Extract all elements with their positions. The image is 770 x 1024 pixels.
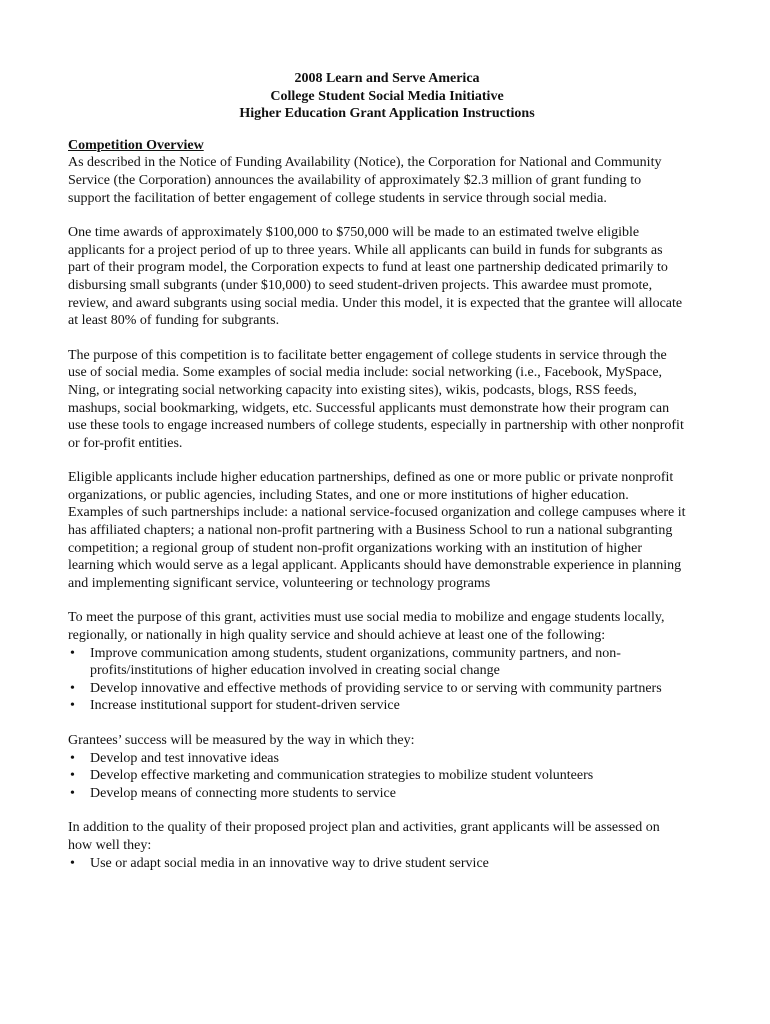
overview-paragraph-4: Eligible applicants include higher education partnerships, defined as one or more public or private nonprofit organizations, or public agencies, including States, and one or more institutions of higher education. Examples of such partnerships include: a national service-focused organization and college campuses where it has affiliated chapters; a national non-profit partnering with a Business School to run a national subgranting competition; a regional group of student non-profit organizations working with an institution of higher learning which would serve as a legal applicant. Applicants should have demonstrable experience in planning and implementing significant service, volunteering or technology programs [68,470,686,591]
list-item-text: Increase institutional support for student-driven service [90,698,400,714]
title-line-instructions: Higher Education Grant Application Instructions [239,106,535,122]
purpose-intro: To meet the purpose of this grant, activities must use social media to mobilize and engage students locally, regionally, or nationally in high quality service and should achieve at least one of the following: [68,610,665,644]
bullet-icon: • [70,785,75,801]
list-item-text: Develop and test innovative ideas [90,750,279,766]
assessment-intro: In addition to the quality of their proposed project plan and activities, grant applicants will be assessed on how well they: [68,820,660,853]
success-intro: Grantees’ success will be measured by the way in which they: [68,733,415,748]
assessment-section [68,819,686,872]
purpose-list [68,645,686,715]
section-heading: Competition Overview [68,137,204,153]
overview-paragraph-3: The purpose of this competition is to facilitate better engagement of college students in service through the use of social media. Some examples of social media include: social networking (i.e., Facebook, MySpace, Ning, or integrating social networking capacity into existing sites), wikis, podcasts, blogs, RSS feeds, mashups, social bookmarking, widgets, etc. Successful applicants must demonstrate how their program can use these tools to engage increased numbers of college students, especially in partnership with other nonprofit or for-profit entities. [68,347,684,451]
list-item-text: Develop effective marketing and communication strategies to mobilize student volunteers [90,768,594,784]
bullet-icon: • [70,855,75,871]
success-list [68,750,686,803]
list-item [68,855,686,873]
bullet-icon: • [70,698,75,714]
bullet-icon: • [70,768,75,784]
bullet-icon: • [70,645,75,661]
list-item-text: Develop innovative and effective methods of providing service to or serving with community partners [90,680,662,696]
list-item [68,680,686,698]
competition-overview-section [68,137,686,207]
list-item-text: Improve communication among students, student organizations, community partners, and non-profits/institutions of higher education involved in creating social change [90,645,621,679]
list-item [68,750,686,768]
overview-paragraph-2: One time awards of approximately $100,000 to $750,000 will be made to an estimated twelve eligible applicants for a project period of up to three years. While all applicants can build in funds for subgrants as part of their program model, the Corporation expects to fund at least one partnership dedicated primarily to disbursing small subgrants (under $10,000) to seed student-driven projects. This awardee must promote, review, and award subgrants using social media. Under this model, it is expected that the grantee will allocate at least 80% of funding for subgrants. [68,225,683,329]
list-item [68,697,686,715]
purpose-section [68,609,686,715]
title-line-program: 2008 Learn and Serve America [294,71,480,86]
document-title [68,70,686,123]
list-item [68,767,686,785]
bullet-icon: • [70,750,75,766]
title-line-initiative: College Student Social Media Initiative [270,88,504,104]
assessment-list [68,855,686,873]
overview-paragraph-1: As described in the Notice of Funding Availability (Notice), the Corporation for National and Community Service (the Corporation) announces the availability of approximately $2.3 million of grant funding to support the facilitation of better engagement of college students in service through social media. [68,155,662,206]
list-item [68,785,686,803]
success-section [68,732,686,802]
list-item [68,645,686,680]
list-item-text: Develop means of connecting more students to service [90,785,396,801]
list-item-text: Use or adapt social media in an innovative way to drive student service [90,855,489,871]
bullet-icon: • [70,680,75,696]
